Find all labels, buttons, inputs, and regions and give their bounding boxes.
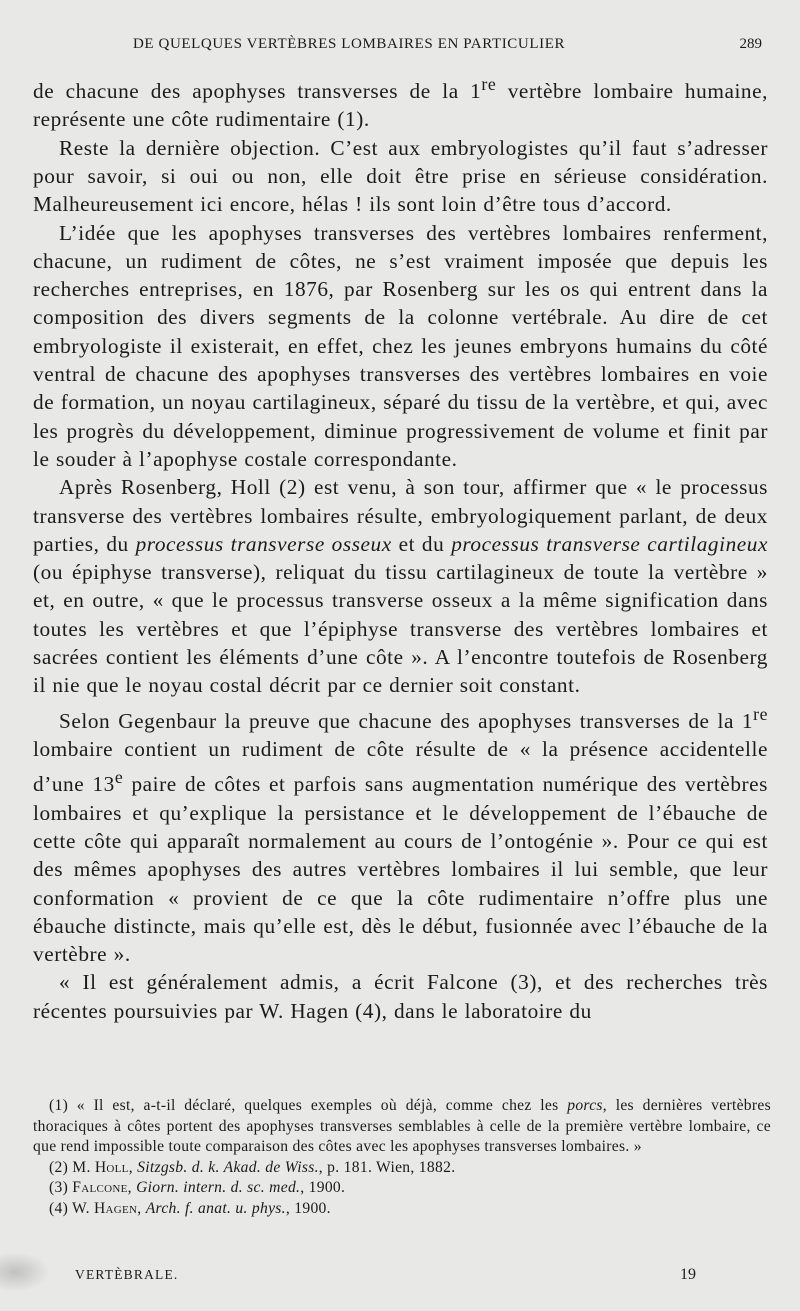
paragraph-3: L’idée que les apophyses transverses des vertèbres lombaires renferment, chacune, un rudiment de côtes, ne s’est vraiment imposée que depuis les recherches entreprises, en 1876, par Rosenberg sur les os qui entrent dans la composition des divers segments de la colonne vertébrale. Au dire de cet embryologiste il existerait, en effet, chez les jeunes embryons humains du côté ventral de chacune des apophyses transverses des vertèbres lombaires en voie de formation, un noyau cartilagineux, séparé du tissu de la vertèbre, et qui, avec les progrès du développement, diminue progressivement de volume et finit par le souder à l’apophyse costale correspondante. (33, 220, 768, 471)
footnote-4-separator: , (137, 1199, 146, 1217)
paragraph-6: « Il est généralement admis, a écrit Falcone (3), et des recherches très récentes poursuivies par W. Hagen (4), dans le laboratoire du (33, 970, 768, 1023)
footnote-1-text-a: (1) « Il est, a-t-il déclaré, quelques exemples où déjà, comme chez les (49, 1097, 568, 1114)
paragraph-5 (33, 700, 768, 969)
paragraph-1-text-b: vertèbre lombaire humaine, représente une côte rudimentaire (1). (33, 79, 768, 132)
footnote-4-number: (4) W. (49, 1199, 94, 1217)
paragraph-4-text-b: et du (391, 531, 452, 556)
footnote-2-number: (2) M. (49, 1158, 95, 1176)
running-head (0, 30, 800, 58)
italic-term-1: processus transverse osseux (135, 531, 392, 556)
signature-mark: VERTÈBRALE. (75, 1267, 179, 1282)
footnote-1-text-b: , les dernières vertèbres thoraciques à côtes portent des apophyses transverses semblables à celle de la première vertèbre lombaire, ce que rend impossible toute comparaison des côtes avec les apophyses transverses lombaires. » (33, 1097, 771, 1156)
footnote-3-journal: Giorn. intern. d. sc. med. (136, 1179, 301, 1197)
footnote-4-details: , 1900. (285, 1199, 331, 1217)
footnote-3-separator: , (127, 1179, 137, 1197)
paragraph-5-text-a: Selon Gegenbaur la preuve que chacune des apophyses transverses de la 1 (59, 708, 754, 733)
footnote-2 (33, 1158, 771, 1179)
footnotes (33, 1096, 771, 1220)
paragraph-2: Reste la dernière objection. C’est aux embryologistes qu’il faut s’adresser pour savoir, si oui ou non, elle doit être prise en sérieuse considération. Malheureusement ici encore, hélas ! ils sont loin d’être tous d’accord. (33, 135, 768, 217)
signature-line (0, 1264, 800, 1288)
footnote-2-separator: , (128, 1158, 138, 1176)
body-text (33, 70, 768, 1025)
footnote-3-details: , 1900. (300, 1179, 346, 1197)
running-title: DE QUELQUES VERTÈBRES LOMBAIRES EN PARTICULIER (133, 36, 566, 52)
page-number: 289 (739, 36, 762, 52)
italic-term-2: processus transverse cartilagineux (451, 531, 768, 556)
ordinal-superscript: re (481, 74, 497, 94)
footnote-4 (33, 1199, 771, 1220)
paragraph-1-text-a: de chacune des apophyses transverses de la 1 (33, 79, 482, 104)
paragraph-4-text-a: Après Rosenberg, Holl (2) est venu, à son tour, affirmer que « le processus transverse des vertèbres lombaires résulte, embryologiquement parlant, de deux parties, du (33, 475, 768, 556)
ordinal-superscript: re (753, 703, 768, 724)
footnote-2-journal: Sitzgsb. d. k. Akad. de Wiss. (137, 1158, 319, 1176)
sheet-number: 19 (680, 1266, 696, 1283)
footnote-3 (33, 1178, 771, 1199)
footnote-3-number: (3) (49, 1179, 73, 1197)
paragraph-4-text-c: (ou épiphyse transverse), reliquat du tissu cartilagineux de toute la vertèbre » et, en outre, « que le processus transverse osseux a la même signification dans toutes les vertèbres et que l’épiphyse transverse des vertèbres lombaires et sacrées contient les éléments d’une côte ». A l’encontre toutefois de Rosenberg il nie que le noyau costal décrit par ce dernier soit constant. (33, 560, 768, 698)
footnote-4-journal: Arch. f. anat. u. phys. (145, 1199, 286, 1217)
paragraph-5-text-c: paire de côtes et parfois sans augmentation numérique des vertèbres lombaires et qu’explique la persistance et le développement de l’ébauche de cette côte qui apparaît normalement au cours de l’ontogénie ». Pour ce qui est des mêmes apophyses des autres vertèbres lombaires il lui semble, que leur conformation « provient de ce que la côte rudimentaire n’offre plus une ébauche distincte, mais qu’elle est, dès le début, fusionnée avec l’ébauche de la vertèbre ». (33, 772, 768, 967)
footnote-1 (33, 1096, 771, 1158)
paragraph-1 (33, 70, 768, 134)
footnote-2-details: , p. 181. Wien, 1882. (318, 1158, 456, 1176)
footnote-4-author: Hagen (93, 1199, 138, 1217)
paragraph-5-text-b: lombaire contient un rudiment de côte résulte de « la présence accidentelle d’une 13 (33, 737, 768, 797)
footnote-1-italic: porcs (567, 1097, 603, 1114)
footnote-3-author: Falcone (72, 1179, 128, 1197)
ordinal-superscript: e (114, 767, 124, 788)
footnote-2-author: Holl (94, 1158, 129, 1176)
paragraph-4 (33, 473, 768, 699)
